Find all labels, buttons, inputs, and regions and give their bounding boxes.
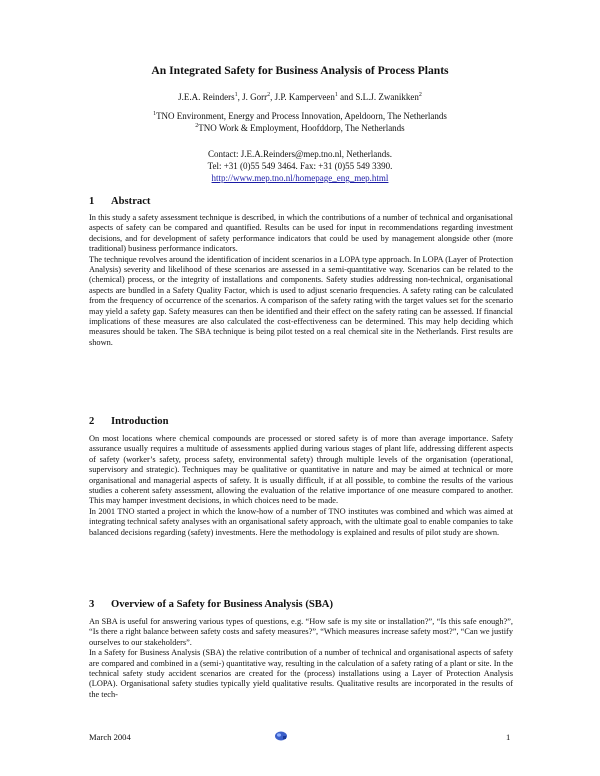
- paragraph: In 2001 TNO started a project in which the know-how of a number of TNO institutes was combined and which was aimed at integrating technical safety analyses with an organisational safety approach, with the ultimate goal to enable companies to take balanced decisions regarding (safety) investments. Here the methodology is explained and results of pilot study are shown.: [89, 506, 513, 537]
- paragraph: The technique revolves around the identification of incident scenarios in a LOPA type approach. In LOPA (Layer of Protection Analysis) severity and likelihood of these scenarios are assessed in a semi-quantitative way. Scenarios can be related to the (chemical) process, or the integrity of installations and components. Safety studies addressing non-technical, organisational aspects are bundled in a Safety Quality Factor, which is used to adjust scenario frequencies. A safety rating can be calculated from the frequency of occurrence of the scenarios. A comparison of the safety rating with the target values set for the scenario may yield a safety gap. Safety measures can then be identified and their effect on the safety rating can be assessed. If financial implications of these measures are also calculated the cost-effectiveness can be determined. This may help deciding which measures should be taken. The SBA technique is being pilot tested on a real chemical site in the Netherlands. First results are shown.: [89, 254, 513, 347]
- paragraph: On most locations where chemical compounds are processed or stored safety is of more than average importance. Safety assurance usually requires a multitude of assessments applied during various stages of plant life, addressing different aspects of safety (worker’s safety, process safety, environmental safety) through multiple levels of the organisation (operational, supervisory and strategic). Techniques may be qualitative or quantitative in nature and may be aimed at technical or more organisational and managerial aspects of safety. It is usually difficult, if at all possible, to combine the results of the various studies a coherent safety assessment, allowing the evaluation of the relative importance of one measure compared to another. This may hamper investment decisions, in which choices need to be made.: [89, 434, 513, 506]
- contact-email: Contact: J.E.A.Reinders@mep.tno.nl, Netherlands.: [207, 149, 392, 159]
- tno-logo-icon: [274, 730, 288, 742]
- author-affiliation-marker: 1: [334, 92, 338, 98]
- author-affiliation-marker: 1: [234, 92, 238, 98]
- paper-title: An Integrated Safety for Business Analysis of Process Plants: [151, 64, 449, 77]
- author-name: J. Gorr: [242, 92, 268, 102]
- section-heading-introduction: 2 Introduction: [89, 416, 169, 427]
- paragraph: In this study a safety assessment technique is described, in which the contributions of a number of technical and organisational aspects of safety can be compared and quantified. Results can be used for input in recommendations regarding investment decisions, and for development of safety performance indicators that could be used by management alongside other (more traditional) business performance indicators.: [89, 213, 513, 254]
- section-body-introduction: [89, 434, 513, 538]
- paragraph: An SBA is useful for answering various types of questions, e.g. “How safe is my site or installation?”, “Is this safe enough?”, “Is there a right balance between safety costs and safety measures?”, “Which measures increase safety most?”, “Can we justify ourselves to our stakeholders”.: [89, 617, 513, 647]
- section-heading-abstract: 1 Abstract: [89, 196, 151, 207]
- author-name: J.E.A. Reinders: [178, 92, 235, 102]
- contact-url-line: [0, 173, 600, 183]
- author-affiliation-marker: 2: [267, 92, 271, 98]
- page-number: 1: [506, 732, 511, 742]
- affiliation-1: $^1$TNO Environment, Energy and Process Innovation, Apeldoorn, The Netherlands: [153, 111, 447, 121]
- section-body-overview: [89, 617, 513, 700]
- affiliation-2: $^2$TNO Work & Employment, Hoofddorp, The Netherlands: [195, 123, 405, 133]
- section-body-abstract: [89, 213, 513, 348]
- author-name: J.P. Kamperveen: [274, 92, 335, 102]
- section-heading-overview: 3 Overview of a Safety for Business Analysis (SBA): [89, 599, 333, 610]
- contact-url-link[interactable]: http://www.mep.tno.nl/homepage_eng_mep.html: [211, 173, 389, 183]
- footer-date: March 2004: [89, 732, 131, 742]
- author-list: J.E.A. Reinders$^1$, J. Gorr$^2$, J.P. Kamperveen$^1$ and S.L.J. Zwanikken$^2$: [178, 92, 422, 102]
- paragraph: In a Safety for Business Analysis (SBA) the relative contribution of a number of technical and organisational aspects of safety are compared and combined in a (semi-) quantitative way, resulting in the calculation of a safety rating of a plant or site. In the technical safety study accident scenarios are created for the (process) installations using a Layer of Protection Analysis (LOPA). Organisational safety studies typically yield qualitative results. Qualitative results are incorporated in the results of the tech-: [89, 648, 513, 699]
- contact-phone: Tel: +31 (0)55 549 3464. Fax: +31 (0)55 549 3390.: [207, 161, 393, 171]
- author-affiliation-marker: 2: [418, 92, 422, 98]
- author-name: S.L.J. Zwanikken: [355, 92, 419, 102]
